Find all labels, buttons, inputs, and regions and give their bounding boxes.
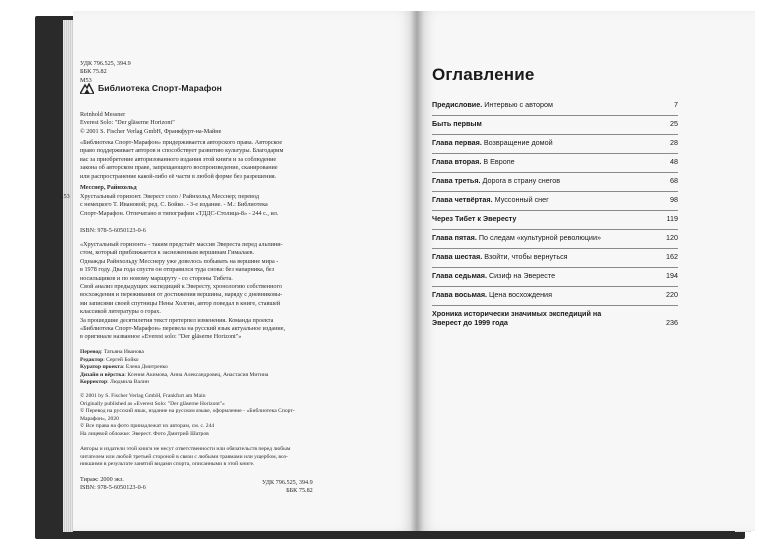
toc-page-number: 68 [670,176,678,185]
toc-row[interactable]: Быть первым 25 [432,116,678,135]
isbn-top: ISBN: 978-5-6050123-0-6 [80,227,146,234]
toc-row[interactable]: Глава восьмая. Цена восхождения 220 [432,287,678,306]
toc-page-number: 194 [666,271,678,280]
credit-line: Корректор: Людмила Валин [80,379,149,386]
text-line: Свой анализ предыдущих экспедиций к Эвересту, хронологию собственного [80,283,282,291]
orig-copyright: © 2001 S. Fischer Verlag GmbH, Франкфурт-на-Майне [80,127,222,135]
text-line: Спорт-Марафон. Отпечатано в типографии «ТДДС-Столица-8» - 244 с., ил. [80,209,279,217]
index-line: М53 [80,76,92,84]
orig-title: Everest Solo: "Der gläserne Horizont" [80,119,175,127]
toc-page-number: 162 [666,252,678,261]
toc-row[interactable]: Через Тибет к Эвересту 119 [432,211,678,230]
toc-row[interactable]: Глава первая. Возвращение домой 28 [432,135,678,154]
udk-bottom [262,479,313,496]
toc-page-number: 98 [670,195,678,204]
text-line: © Перевод на русский язык, издание на русском языке, оформление - «Библиотека Спорт- [80,408,295,415]
udk-top [80,60,131,85]
orig-author: Reinhold Messner [80,111,126,118]
toc-row[interactable]: Глава седьмая. Сизиф на Эвересте 194 [432,268,678,287]
toc-page-number: 28 [670,138,678,147]
toc-row[interactable]: Хроника исторически значимых экспедиций на Эверест до 1999 года 236 [432,309,678,327]
udk-line: УДК 796.525, 394.9 [80,60,131,67]
page-title: Оглавление [432,65,535,84]
text-line: Марафон», 2020 [80,415,119,422]
text-line: читателем или любой третьей стороной в связи с любыми травмами или ущербом, воз- [80,453,288,460]
text-line: ми записями своей спутницы Нены Холгин, автор поведал в книге, ставшей [80,299,281,307]
rights-block [80,393,336,439]
isbn-bottom: ISBN: 978-5-6050123-0-6 [80,484,146,492]
text-line: в оригинале названное «Everest solo: "Der gläserne Horizont"» [80,333,242,341]
text-line: или распространение какой-либо её части в любой форме без разрешения. [80,172,277,180]
toc-page-number: 236 [666,318,678,327]
bbk-line: ББК 75.82 [80,68,107,76]
print-run: Тираж: 2000 экз. [80,476,124,483]
left-page-stack [63,20,73,532]
publisher-brand [80,83,222,94]
text-line: © 2001 by S. Fischer Verlag GmbH, Frankfurt am Main [80,393,206,399]
credits [80,349,336,387]
text-line: На лицевой обложке: Эверест. Фото Дмитрий Шатров [80,430,209,437]
toc-page-number: 119 [666,214,678,223]
copyright-notice [80,139,336,181]
table-of-contents [432,97,678,330]
toc-page-number: 48 [670,157,678,166]
text-line: © Все права на фото принадлежат их авторам, см. с. 244 [80,423,215,430]
text-line: в 1978 году. Два года спустя он отправился туда снова: без напарника, без [80,266,275,274]
text-line: восхождения и переживания от достижения вершины, наряду с дневниковы- [80,291,283,299]
publisher-logo-icon [80,83,94,94]
toc-page-number: 7 [674,100,678,109]
toc-page-number: 25 [670,119,678,128]
text-line: с немецкого Т. Ивановой; ред. С. Бойко. - 3-е издание. - М.: Библиотека [80,201,268,209]
text-line: «Библиотека Спорт-Марафон» придерживается авторского права. Авторское [80,139,283,146]
text-line: стом, который приближается к заснеженным вершинам Гималаев. [80,249,255,257]
book-spine [410,11,424,531]
toc-row[interactable]: Предисловие. Интервью с автором 7 [432,97,678,116]
catalog-index: М53 [58,193,70,200]
toc-page-number: 120 [666,233,678,242]
annotation [80,241,336,342]
text-line: право поддерживает авторов и способствует развитию культуры. Благодарим [80,147,284,155]
bbk-line: ББК 75.82 [286,487,313,495]
toc-row[interactable]: Глава пятая. По следам «культурной революции» 120 [432,230,678,249]
toc-row[interactable]: Глава четвёртая. Муссонный снег 98 [432,192,678,211]
text-line: «Хрустальный горизонт» - таким предстаёт массив Эвереста перед альпини- [80,241,283,248]
text-line: Originally published as «Everest Solo: "Der gläserne Horizont"» [80,400,225,407]
udk-line: УДК 796.525, 394.9 [262,479,313,486]
text-line: никшими в результате занятий видами спорта, описанными в этой книге. [80,461,255,468]
credit-line: Дизайн и вёрстка: Ксения Акимова, Анна Александровец, Анастасия Митина [80,371,269,378]
disclaimer [80,446,336,469]
text-line: Авторы и издатели этой книги не несут ответственности или обязательств перед любым [80,446,291,452]
catalog-description [80,193,336,218]
text-line: Однажды Райнхольду Месснеру уже довелось побывать на вершине мира - [80,257,279,265]
credit-line: Куратор проекта: Елена Дмитренко [80,364,168,371]
print-info [80,476,230,493]
text-line: носильщиков и по новому маршруту - со стороны Тибета. [80,274,233,282]
original-edition-info [80,111,330,136]
text-line: Хрустальный горизонт. Эверест соло / Райнхольд Месснер; перевод [80,193,259,200]
toc-row[interactable]: Глава вторая. В Европе 48 [432,154,678,173]
credit-line: Редактор: Сергей Бойко [80,356,139,363]
toc-page-number: 220 [666,290,678,299]
text-line: классикой литературы о горах. [80,308,161,316]
text-line: За прошедшие десятилетия текст претерпел изменения. Команда проекта [80,316,274,324]
catalog-author: Месснер, Райнхольд [80,184,137,191]
publisher-name: Библиотека Спорт-Марафон [98,83,222,94]
text-line: «Библиотека Спорт-Марафон» перевела на русский язык актуальное издание, [80,325,286,333]
toc-row[interactable]: Глава третья. Дорога в страну снегов 68 [432,173,678,192]
toc-row[interactable]: Глава шестая. Взойти, чтобы вернуться 162 [432,249,678,268]
text-line: закона об авторском праве, запрещающего воспроизведение, сканирование [80,164,278,172]
text-line: вас за приобретение авторизованного издания этой книги и за соблюдение [80,155,277,163]
credit-line: Перевод: Татьяна Иванова [80,349,144,355]
